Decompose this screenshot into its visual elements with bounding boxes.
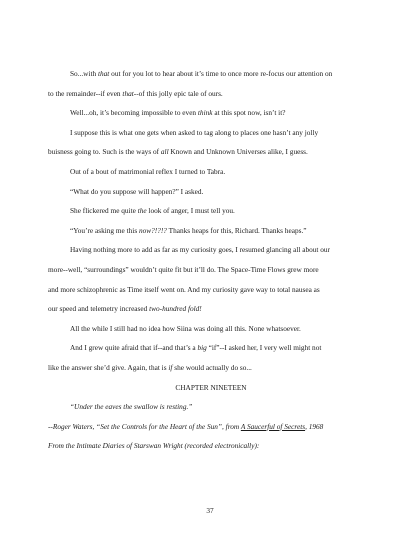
text-segment: and more schizophrenic as Time itself went on. And my curiosity gave way to total nausea as [48, 284, 320, 294]
paragraph [48, 64, 374, 84]
text-segment: “You’re asking me this [70, 225, 139, 235]
text-segment: big [197, 343, 207, 353]
text-segment: that [122, 88, 134, 98]
paragraph [48, 162, 374, 182]
text-segment: , 1968 [305, 421, 324, 431]
text-segment: Known and Unknown Universes alike, I guess. [168, 147, 308, 157]
text-segment: From the Intimate Diaries of Starswan Wright (recorded electronically): [48, 441, 260, 451]
text-segment: So...with [70, 69, 98, 78]
text-segment: --Roger Waters, “Set the Controls for the Heart of the Sun”, from [48, 421, 241, 431]
paragraph [48, 260, 374, 280]
text-segment: our speed and telemetry increased [48, 304, 150, 314]
paragraph [48, 280, 374, 300]
text-segment: at this spot now, isn’t it? [212, 108, 286, 118]
text-segment: A Saucerful of Secrets [240, 421, 306, 431]
text-segment: more--well, “surroundings” wouldn’t quite fit but it’ll do. The Space-Time Flows grew more [48, 264, 319, 274]
text-segment: “if”--I asked her, I very well might not [206, 343, 322, 353]
text-segment: I suppose this is what one gets when asked to tag along to places one hasn’t any jolly [70, 127, 319, 137]
text-segment: buisness going to. Such is the ways of [48, 147, 161, 157]
body-text [48, 64, 374, 456]
text-segment: Out of a bout of matrimonial reflex I turned to Tabra. [70, 166, 226, 176]
text-segment: think [197, 108, 213, 118]
text-segment: All the while I still had no idea how Siina was doing all this. None whatsoever. [70, 323, 301, 333]
paragraph [48, 84, 374, 104]
text-segment: And I grew quite afraid that if--and that’s a [70, 343, 198, 353]
paragraph [48, 221, 374, 241]
paragraph [48, 201, 374, 221]
text-segment: out for you lot to hear about it’s time to once more re-focus our attention on [109, 69, 333, 78]
diary-intro [48, 436, 374, 456]
text-segment: to the remainder--if even [48, 88, 123, 98]
text-segment: She flickered me quite [70, 206, 138, 216]
text-segment: if [168, 362, 173, 372]
text-segment: Thanks heaps for this, Richard. Thanks heaps.” [166, 225, 307, 235]
text-segment: like the answer she’d give. Again, that is [48, 362, 169, 372]
paragraph [48, 123, 374, 143]
paragraph [48, 240, 374, 260]
paragraph [48, 182, 374, 202]
paragraph [48, 319, 374, 339]
page-number: 37 [206, 506, 214, 515]
text-segment: that [97, 69, 110, 78]
epigraph-attribution [48, 417, 374, 437]
text-segment: CHAPTER NINETEEN [175, 382, 247, 392]
chapter-heading [48, 378, 374, 398]
text-segment: the [137, 206, 147, 216]
text-segment: --of this jolly epic tale of ours. [133, 88, 223, 98]
paragraph [48, 103, 374, 123]
paragraph [48, 358, 374, 378]
paragraph [48, 338, 374, 358]
text-segment: look of anger, I must tell you. [146, 206, 235, 216]
text-segment: Well...oh, it’s becoming impossible to even [70, 108, 198, 118]
text-segment: “Under the eaves the swallow is resting.” [70, 402, 193, 412]
epigraph-quote [48, 397, 374, 417]
paragraph [48, 299, 374, 319]
paragraph [48, 142, 374, 162]
text-segment: two-hundred fold! [149, 304, 202, 314]
text-segment: “What do you suppose will happen?” I asked. [70, 186, 204, 196]
text-segment: now?!?!? [138, 225, 167, 235]
text-segment: all [160, 147, 169, 157]
text-segment: Having nothing more to add as far as my curiosity goes, I resumed glancing all about our [70, 245, 330, 255]
text-segment: she would actually do so... [172, 362, 252, 372]
